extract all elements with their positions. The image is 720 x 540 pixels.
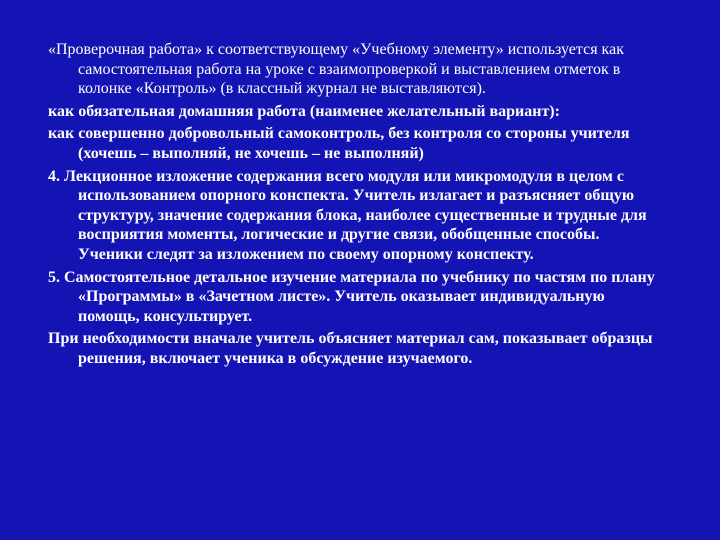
- paragraph-self-control: как совершенно добровольный самоконтроль, без контроля со стороны учителя (хочешь – выполняй, не хочешь – не выполняй): [48, 125, 630, 162]
- paragraph-teacher-explains: При необходимости вначале учитель объясняет материал сам, показывает образцы решения, включает ученика в обсуждение изучаемого.: [48, 330, 653, 367]
- paragraph-homework: как обязательная домашняя работа (наименее желательный вариант):: [48, 102, 560, 120]
- paragraph-self-study: 5. Самостоятельное детальное изучение материала по учебнику по частям по плану «Программы» в «Зачетном листе». Учитель оказывает индивидуальную помощь, консультирует.: [48, 268, 655, 325]
- paragraph-test-work: «Проверочная работа» к соответствующему «Учебному элементу» используется как самостоятельная работа на уроке с взаимопроверкой и выставлением отметок в колонке «Контроль» (в классный журнал не выставляются).: [48, 41, 624, 98]
- paragraph-lecture: 4. Лекционное изложение содержания всего модуля или микромодуля в целом с использованием опорного конспекта. Учитель излагает и разъясняет общую структуру, значение содержания блока, наиболее существенные и трудные для восприятия моменты, логические и другие связи, обобщенные способы. Ученики следят за изложением по своему опорному конспекту.: [48, 167, 647, 263]
- slide-body: [48, 40, 668, 369]
